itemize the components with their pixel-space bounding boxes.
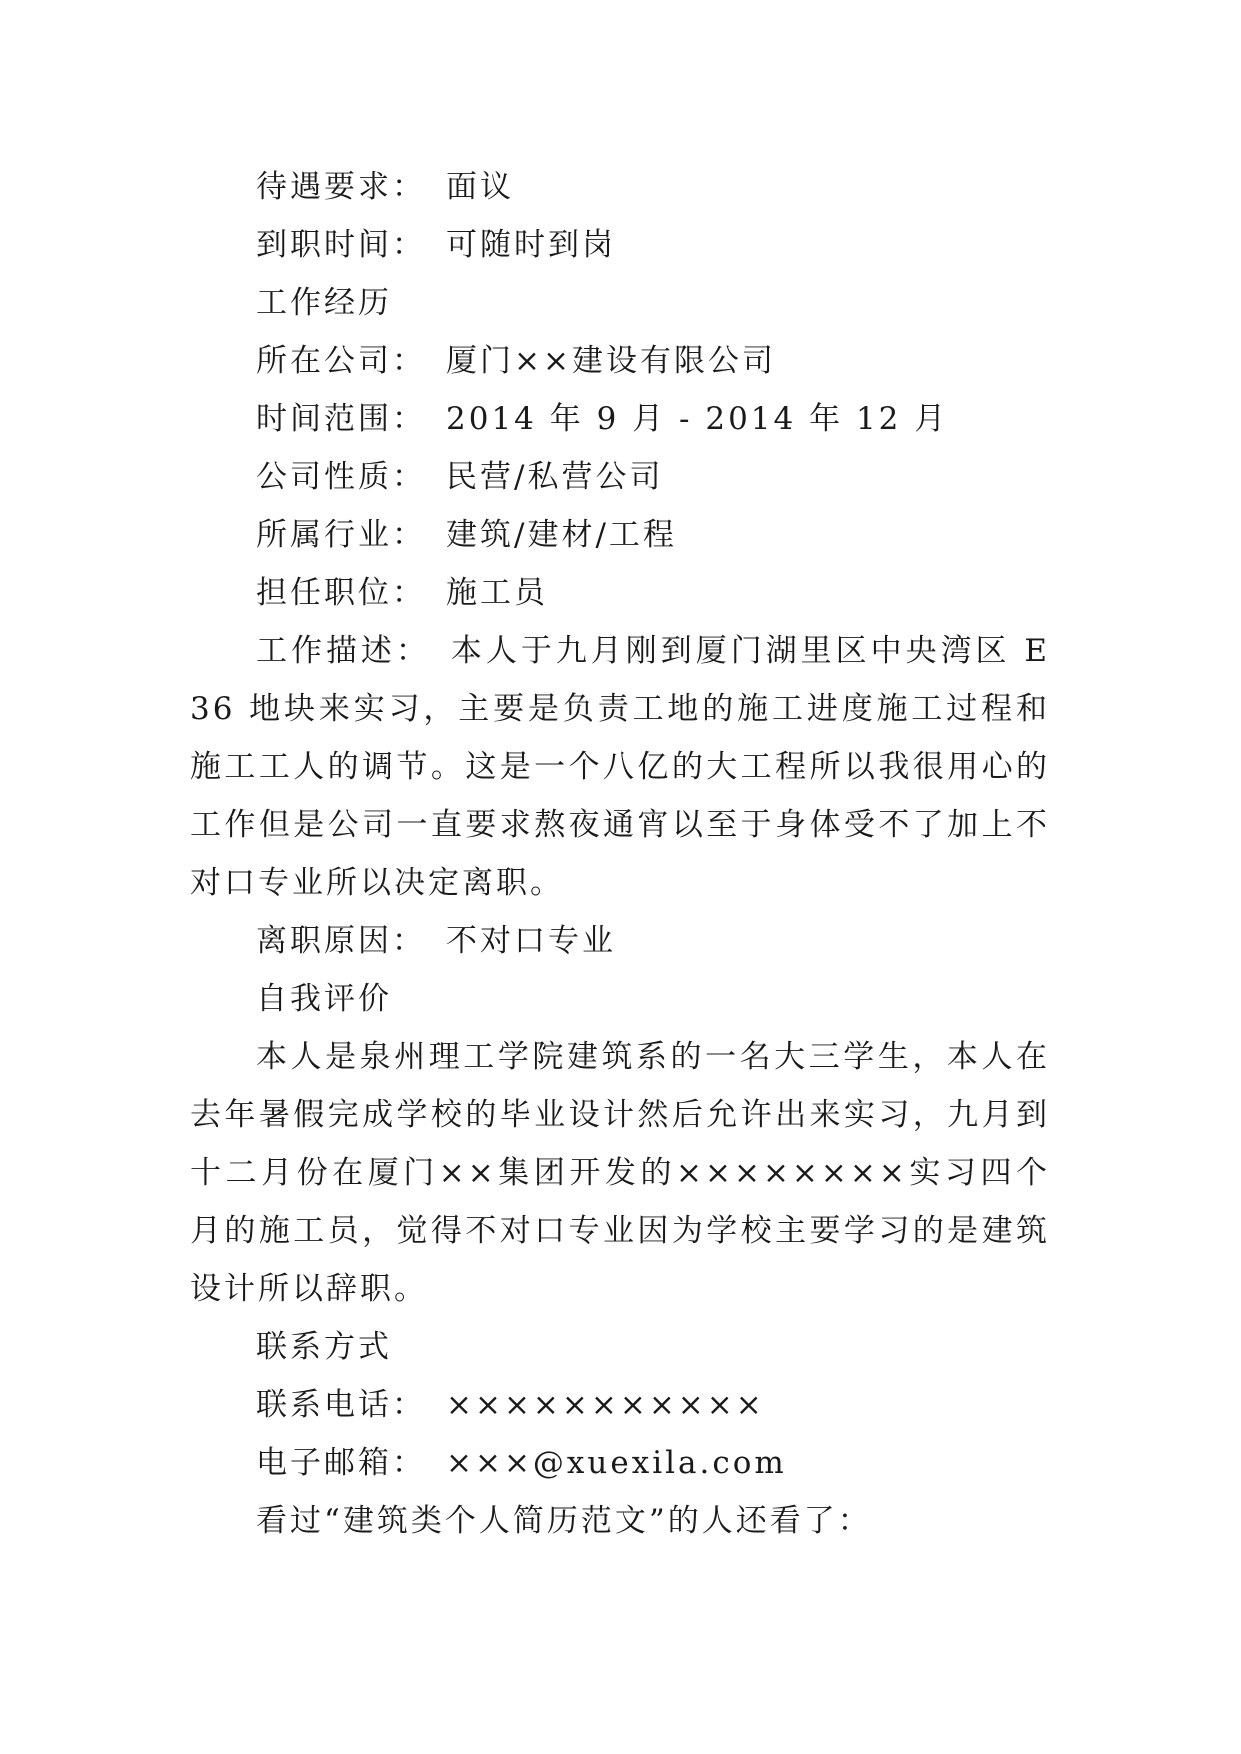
field-start-date: [190, 216, 1050, 274]
field-label: 离职原因：: [256, 923, 426, 959]
self-eval-text: 本人是泉州理工学院建筑系的一名大三学生，本人在去年暑假完成学校的毕业设计然后允许出来实习，九月到十二月份在厦门××集团开发的××××××××实习四个月的施工员，觉得不对口专业因为学校主要学习的是建筑设计所以辞职。: [190, 1039, 1050, 1307]
field-value: 2014 年 9 月 - 2014 年 12 月: [446, 401, 949, 437]
resume-content: [190, 158, 1050, 1550]
field-leave-reason: [190, 912, 1050, 970]
field-label: 担任职位：: [256, 575, 426, 611]
field-label: 工作描述：: [256, 633, 431, 669]
field-value: ×××@xuexila.com: [446, 1445, 787, 1481]
field-company-type: [190, 448, 1050, 506]
field-position: [190, 564, 1050, 622]
field-value: 民营/私营公司: [446, 459, 664, 495]
section-title-contact: 联系方式: [256, 1329, 392, 1365]
work-description-text: 本人于九月刚到厦门湖里区中央湾区 E36 地块来实习，主要是负责工地的施工进度施工过程和施工工人的调节。这是一个八亿的大工程所以我很用心的工作但是公司一直要求熬夜通宵以至于身体受不了加上不对口专业所以决定离职。: [190, 633, 1050, 901]
field-salary: [190, 158, 1050, 216]
field-company: [190, 332, 1050, 390]
field-value: 建筑/建材/工程: [446, 517, 677, 553]
field-label: 到职时间：: [256, 227, 426, 263]
field-value: 厦门××建设有限公司: [446, 343, 776, 379]
field-label: 时间范围：: [256, 401, 426, 437]
field-value: 不对口专业: [446, 923, 616, 959]
related-articles-text: 看过“建筑类个人简历范文”的人还看了：: [256, 1503, 872, 1539]
field-email: [190, 1434, 1050, 1492]
section-title-self-eval: 自我评价: [256, 981, 392, 1017]
field-value: 面议: [446, 169, 514, 205]
field-value: ×××××××××××: [446, 1387, 765, 1423]
field-period: [190, 390, 1050, 448]
field-phone: [190, 1376, 1050, 1434]
field-value: 可随时到岗: [446, 227, 616, 263]
field-label: 公司性质：: [256, 459, 426, 495]
field-label: 电子邮箱：: [256, 1445, 426, 1481]
field-label: 所在公司：: [256, 343, 426, 379]
field-label: 联系电话：: [256, 1387, 426, 1423]
field-label: 所属行业：: [256, 517, 426, 553]
section-title-work: 工作经历: [256, 285, 392, 321]
field-label: 待遇要求：: [256, 169, 426, 205]
field-industry: [190, 506, 1050, 564]
field-value: 施工员: [446, 575, 548, 611]
work-description: [190, 622, 1050, 912]
